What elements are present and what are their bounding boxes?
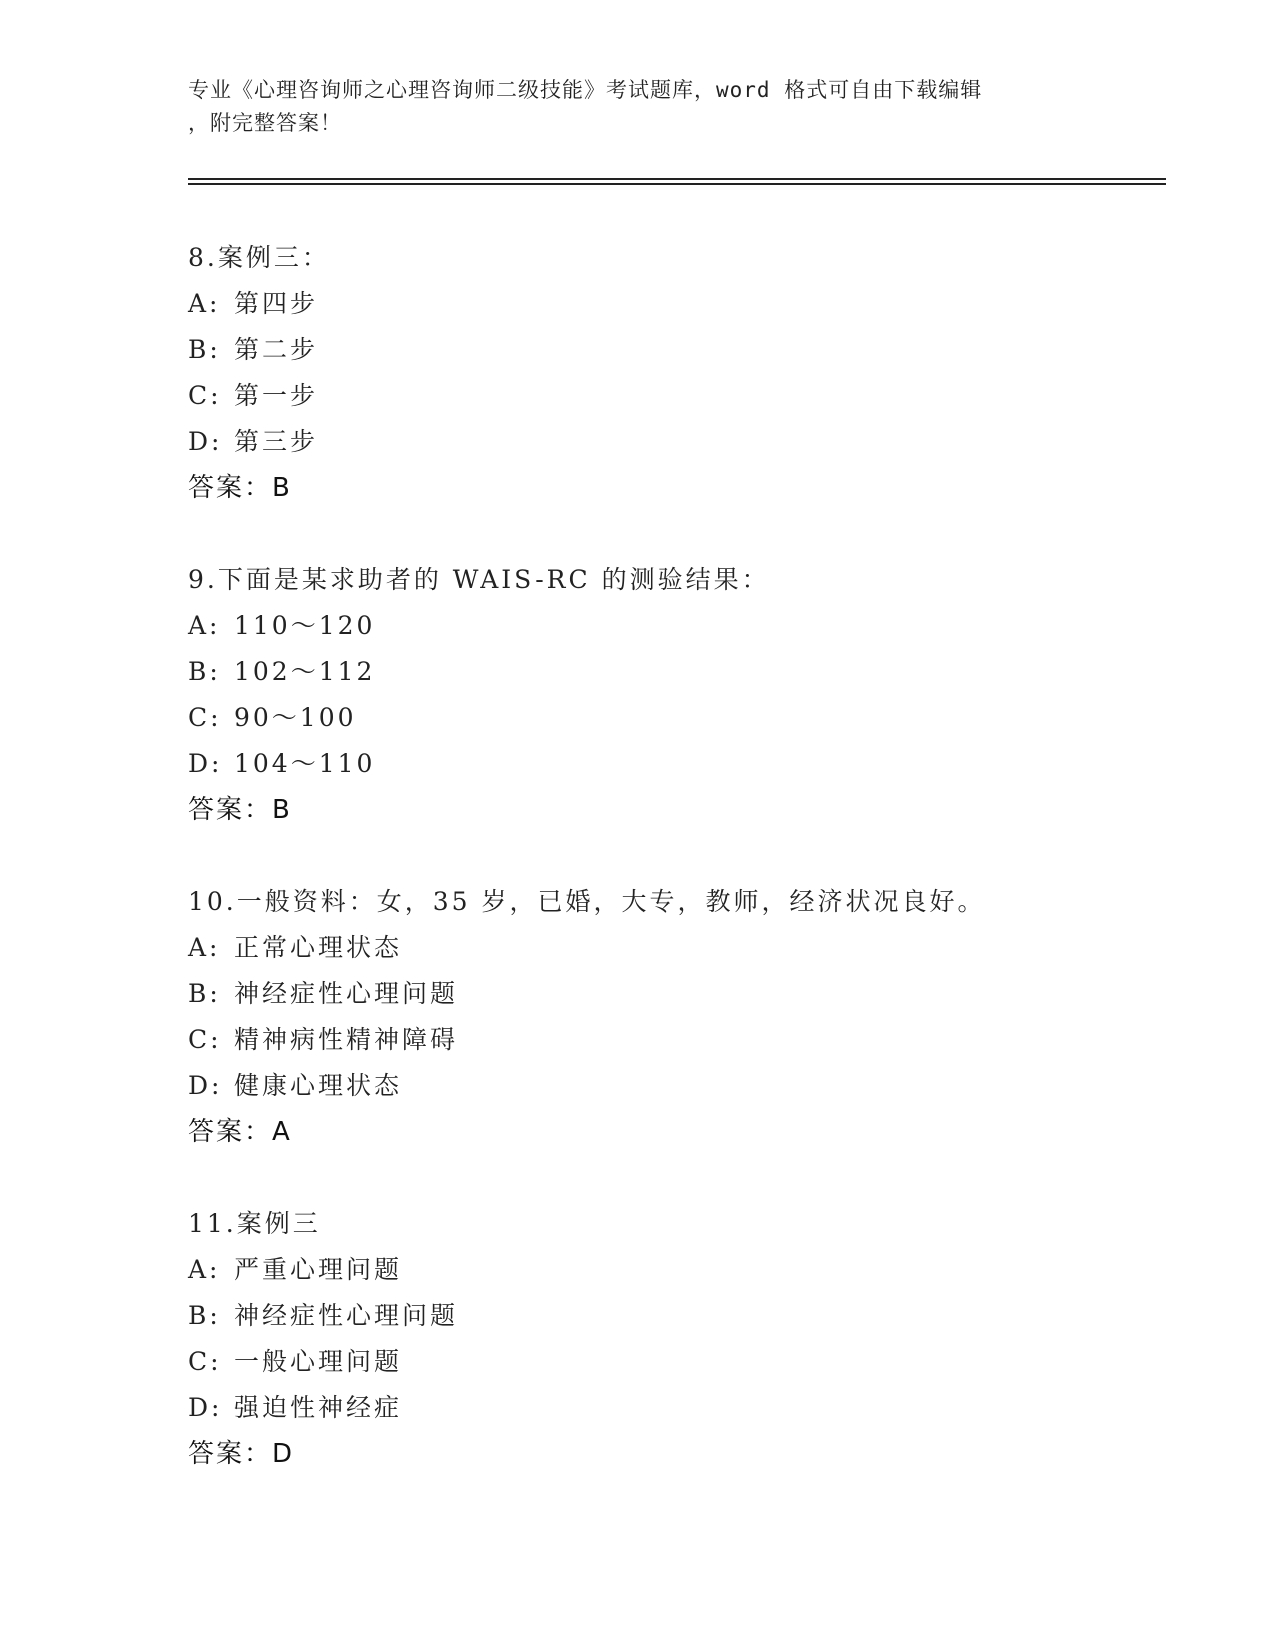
option-text: 强迫性神经症 [234,1393,403,1422]
option-b [188,1293,1168,1339]
option-d [188,741,1168,787]
question-stem: 10.一般资料：女，35 岁，已婚，大专，教师，经济状况良好。 [188,887,986,916]
option-letter: A: [188,933,221,962]
header-divider-bottom [188,183,1166,185]
option-d [188,1385,1168,1431]
option-letter: D: [188,1393,223,1422]
answer-line [188,1109,1168,1155]
option-a [188,603,1168,649]
option-letter: D: [188,1071,223,1100]
option-letter: A: [188,289,221,318]
answer-label: 答案： [188,1439,273,1469]
header-line-1: 专业《心理咨询师之心理咨询师二级技能》考试题库，word 格式可自由下载编辑 [188,78,983,102]
option-letter: A: [188,1255,221,1284]
option-letter: C: [188,703,222,732]
answer-value: A [272,1117,291,1147]
answer-value: D [272,1439,294,1469]
option-a [188,281,1168,327]
answer-line [188,465,1168,511]
option-b [188,327,1168,373]
option-letter: B: [188,979,221,1008]
answer-value: B [272,473,291,503]
question-11 [188,1201,1168,1523]
question-list [188,235,1168,1523]
option-text: 102～112 [234,657,376,686]
option-letter: B: [188,657,221,686]
option-text: 第二步 [234,335,319,364]
answer-value: B [272,795,291,825]
option-letter: D: [188,427,223,456]
option-letter: C: [188,1025,222,1054]
option-text: 正常心理状态 [234,933,403,962]
question-8 [188,235,1168,557]
option-text: 第三步 [234,427,319,456]
option-b [188,649,1168,695]
option-text: 神经症性心理问题 [234,1301,459,1330]
option-a [188,1247,1168,1293]
option-text: 104～110 [234,749,376,778]
option-a [188,925,1168,971]
option-c [188,695,1168,741]
answer-label: 答案： [188,1117,273,1147]
answer-line [188,1431,1168,1477]
question-10 [188,879,1168,1201]
header-line-2: ，附完整答案！ [188,111,342,135]
option-letter: C: [188,381,222,410]
option-letter: B: [188,335,221,364]
option-text: 精神病性精神障碍 [234,1025,459,1054]
question-stem: 8.案例三： [188,243,330,272]
option-c [188,1339,1168,1385]
answer-line [188,787,1168,833]
option-letter: D: [188,749,223,778]
option-text: 110～120 [234,611,376,640]
header-divider-top [188,178,1166,180]
option-letter: C: [188,1347,222,1376]
question-stem: 9.下面是某求助者的 WAIS-RC 的测验结果： [188,565,770,594]
option-letter: B: [188,1301,221,1330]
question-9 [188,557,1168,879]
option-b [188,971,1168,1017]
option-d [188,1063,1168,1109]
option-letter: A: [188,611,221,640]
option-text: 第一步 [234,381,319,410]
option-text: 90～100 [234,703,357,732]
question-stem: 11.案例三 [188,1209,321,1238]
option-text: 神经症性心理问题 [234,979,459,1008]
option-c [188,373,1168,419]
option-text: 第四步 [234,289,319,318]
option-c [188,1017,1168,1063]
option-text: 健康心理状态 [234,1071,403,1100]
document-header [188,74,1088,140]
answer-label: 答案： [188,473,273,503]
option-text: 一般心理问题 [234,1347,403,1376]
answer-label: 答案： [188,795,273,825]
option-text: 严重心理问题 [234,1255,403,1284]
option-d [188,419,1168,465]
